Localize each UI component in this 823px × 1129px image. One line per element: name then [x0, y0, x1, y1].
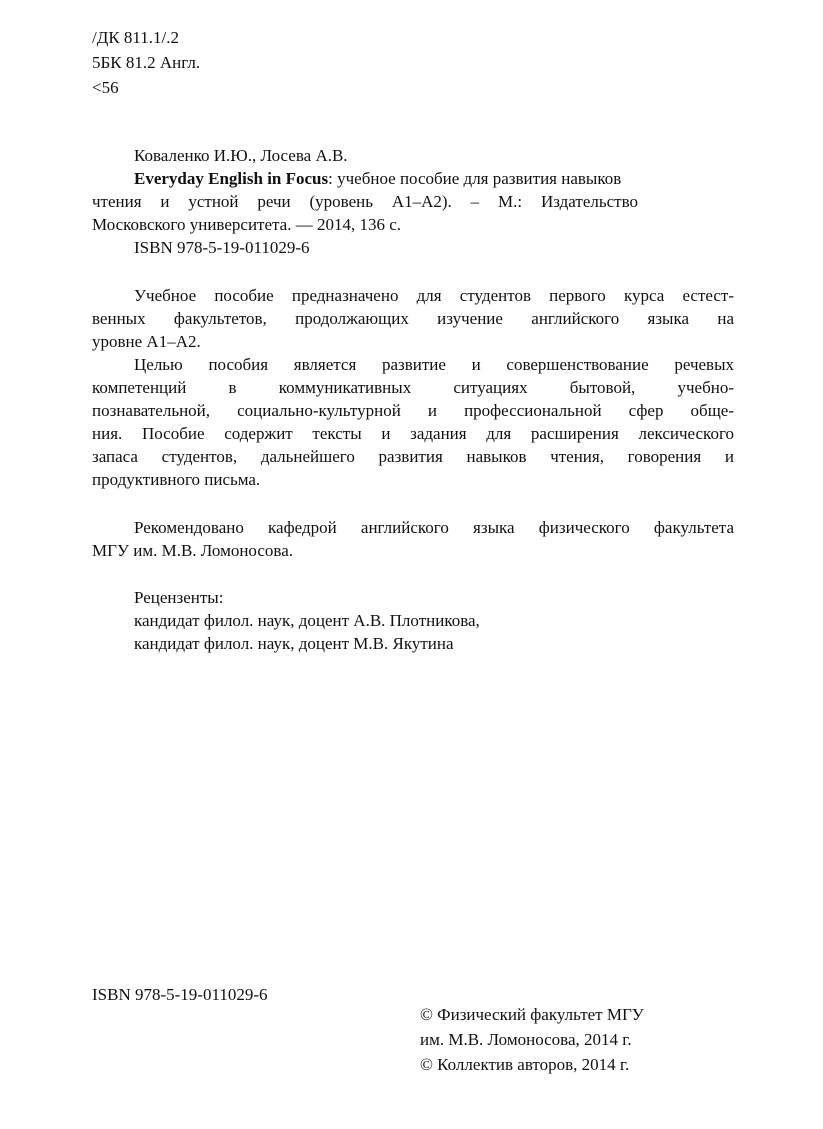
copyright-university: им. М.В. Ломоносова, 2014 г. [420, 1030, 632, 1049]
author-mark: <56 [92, 78, 119, 97]
book-title: Everyday English in Focus [134, 169, 329, 188]
abstract-p2-line1: Целью пособия является развитие и совершенствование речевых [134, 355, 734, 374]
title-line [134, 169, 621, 189]
abstract-p1-line1: Учебное пособие предназначено для студентов первого курса естест- [134, 286, 734, 305]
abstract-p2-line3: познавательной, социально-культурной и профессиональной сфер обще- [92, 401, 734, 420]
record-isbn: ISBN 978-5-19-011029-6 [134, 238, 310, 257]
bbk-code: 5БК 81.2 Англ. [92, 53, 201, 72]
record-line-2: чтения и устной речи (уровень А1–А2). – М.: Издательство [92, 192, 638, 211]
abstract-p2-line6: продуктивного письма. [92, 470, 261, 489]
recommendation-line1: Рекомендовано кафедрой английского языка физического факультета [134, 518, 734, 537]
copyright-authors: © Коллектив авторов, 2014 г. [420, 1055, 630, 1074]
book-subtitle: : учебное пособие для развития навыков [328, 169, 622, 188]
abstract-p2-line4: ния. Пособие содержит тексты и задания для расширения лексического [92, 424, 734, 443]
authors: Коваленко И.Ю., Лосева А.В. [134, 146, 348, 165]
reviewer-2: кандидат филол. наук, доцент М.В. Якутина [134, 634, 454, 653]
copyright-faculty: © Физический факультет МГУ [420, 1005, 644, 1024]
abstract-p1-line3: уровне А1–А2. [92, 332, 201, 351]
footer-isbn: ISBN 978-5-19-011029-6 [92, 985, 268, 1004]
reviewers-heading: Рецензенты: [134, 588, 224, 607]
reviewer-1: кандидат филол. наук, доцент А.В. Плотникова, [134, 611, 480, 630]
abstract-p1-line2: венных факультетов, продолжающих изучение английского языка на [92, 309, 734, 328]
udk-code: /ДК 811.1/.2 [92, 28, 180, 47]
recommendation-line2: МГУ им. М.В. Ломоносова. [92, 541, 293, 560]
record-line-3: Московского университета. — 2014, 136 с. [92, 215, 401, 234]
abstract-p2-line2: компетенций в коммуникативных ситуациях бытовой, учебно- [92, 378, 734, 397]
abstract-p2-line5: запаса студентов, дальнейшего развития навыков чтения, говорения и [92, 447, 734, 466]
